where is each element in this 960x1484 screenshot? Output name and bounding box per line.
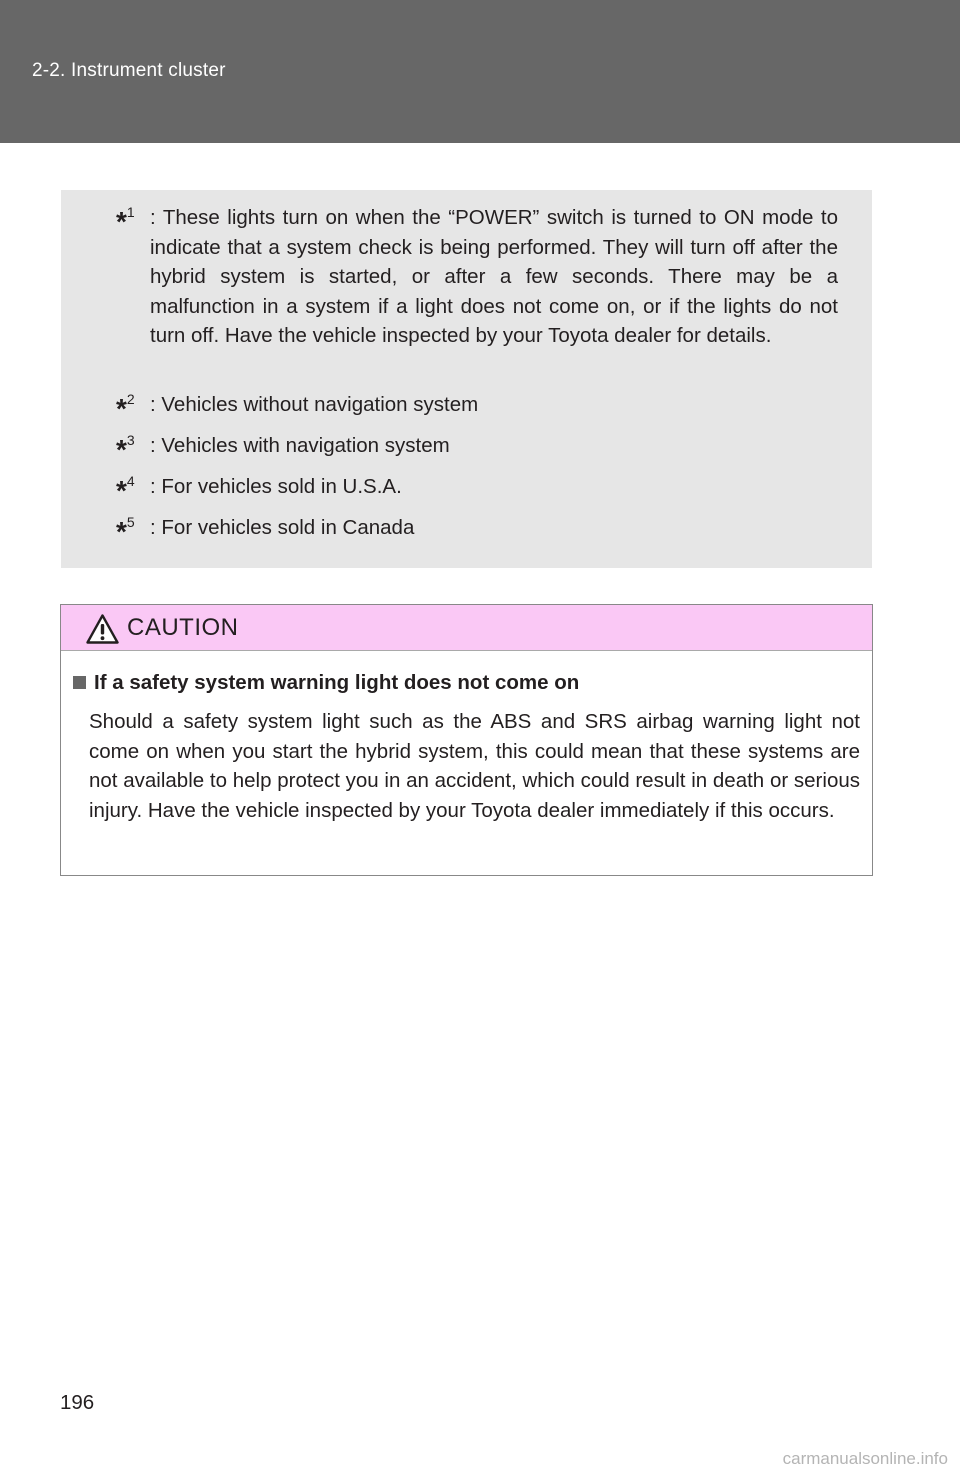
square-bullet-icon bbox=[73, 676, 86, 689]
footnote-marker: *$^5$ bbox=[116, 514, 135, 547]
footnote-4 bbox=[116, 472, 838, 506]
caution-heading-text: If a safety system warning light does not come on bbox=[94, 671, 580, 694]
caution-header bbox=[61, 605, 872, 651]
footnote-marker: *$^4$ bbox=[116, 473, 135, 506]
footnote-5 bbox=[116, 513, 838, 547]
caution-title: CAUTION bbox=[127, 614, 239, 641]
footnote-text: : These lights turn on when the “POWER” switch is turned to ON mode to indicate that a system check is being performed. They will turn off after the hybrid system is started, or after a few seconds. There may be a malfunction in a system if a light does not come on, or if the lights do not turn off. Have the vehicle inspected by your Toyota dealer for details. bbox=[150, 206, 838, 347]
footnote-text: : For vehicles sold in Canada bbox=[150, 516, 415, 539]
section-title: 2-2. Instrument cluster bbox=[32, 60, 226, 81]
footnote-marker: *$^3$ bbox=[116, 432, 135, 465]
footnote-text: : Vehicles without navigation system bbox=[150, 393, 479, 416]
caution-body: Should a safety system light such as the ABS and SRS airbag warning light not come on when you start the hybrid system, this could mean that these systems are not available to help protect you in an accident, which could result in death or serious injury. Have the vehicle inspected by your Toyota dealer immediately if this occurs. bbox=[89, 710, 860, 822]
caution-box bbox=[60, 604, 873, 876]
footnote-marker: *$^2$ bbox=[116, 391, 135, 424]
footnote-2 bbox=[116, 390, 838, 424]
header-band bbox=[0, 0, 960, 143]
footnote-text: : Vehicles with navigation system bbox=[150, 434, 450, 457]
footnote-text: : For vehicles sold in U.S.A. bbox=[150, 475, 402, 498]
footnote-1 bbox=[116, 203, 838, 351]
page-number: 196 bbox=[60, 1391, 95, 1414]
caution-heading bbox=[73, 671, 579, 695]
warning-triangle-icon bbox=[86, 614, 119, 644]
watermark: carmanualsonline.info bbox=[782, 1449, 948, 1468]
footnote-marker: *$^1$ bbox=[116, 204, 135, 237]
footnote-3 bbox=[116, 431, 838, 465]
